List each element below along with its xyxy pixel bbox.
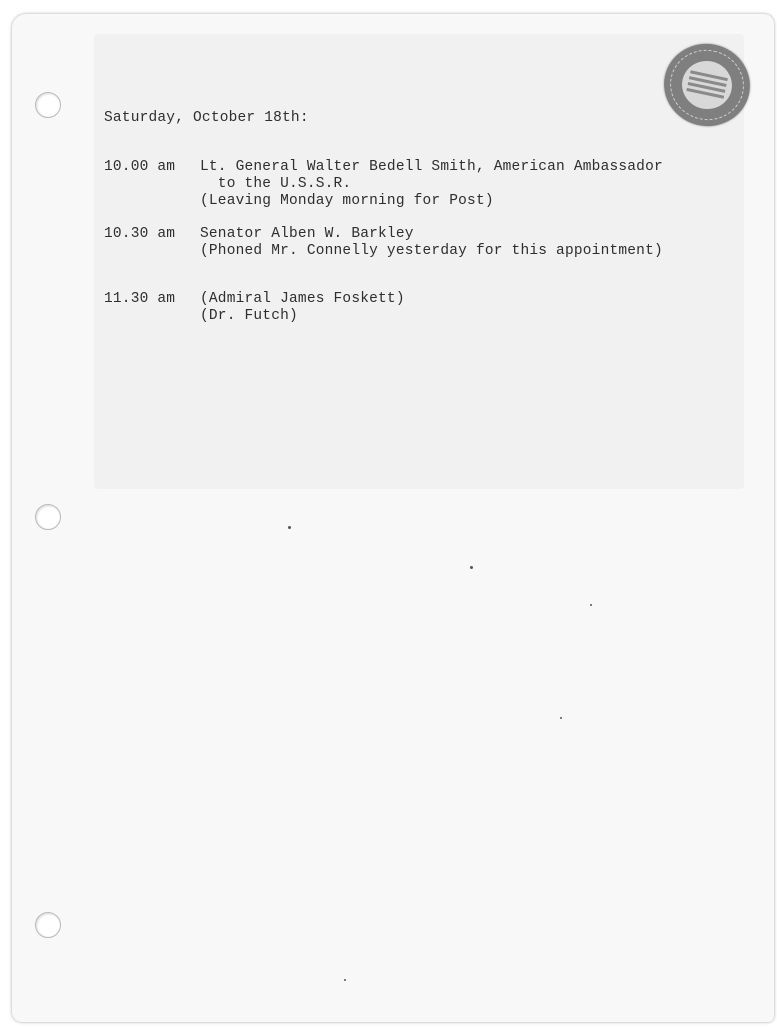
appointment-time: 10.00 am (104, 159, 176, 175)
appointment-line: to the U.S.S.R. (200, 176, 352, 192)
schedule-date: Saturday, October 18th: (104, 110, 309, 126)
paper-speck (560, 717, 562, 719)
document-page (12, 14, 774, 1022)
appointment-line: (Dr. Futch) (200, 308, 298, 324)
appointment-time: 10.30 am (104, 226, 176, 242)
paper-speck (344, 979, 346, 981)
schedule-text (12, 14, 663, 324)
appointment-line: Senator Alben W. Barkley (200, 226, 414, 242)
appointment-line: (Admiral James Foskett) (200, 291, 405, 307)
appointment-line: (Leaving Monday morning for Post) (200, 193, 494, 209)
paper-speck (288, 526, 291, 529)
appointment-time: 11.30 am (104, 291, 176, 307)
appointment-line: (Phoned Mr. Connelly yesterday for this appointment) (200, 243, 663, 259)
appointment-line: Lt. General Walter Bedell Smith, American Ambassador (200, 159, 663, 175)
binder-hole-bottom (35, 912, 61, 938)
paper-speck (470, 566, 473, 569)
binder-hole-middle (35, 504, 61, 530)
archive-stamp (656, 36, 757, 134)
paper-speck (590, 604, 592, 606)
